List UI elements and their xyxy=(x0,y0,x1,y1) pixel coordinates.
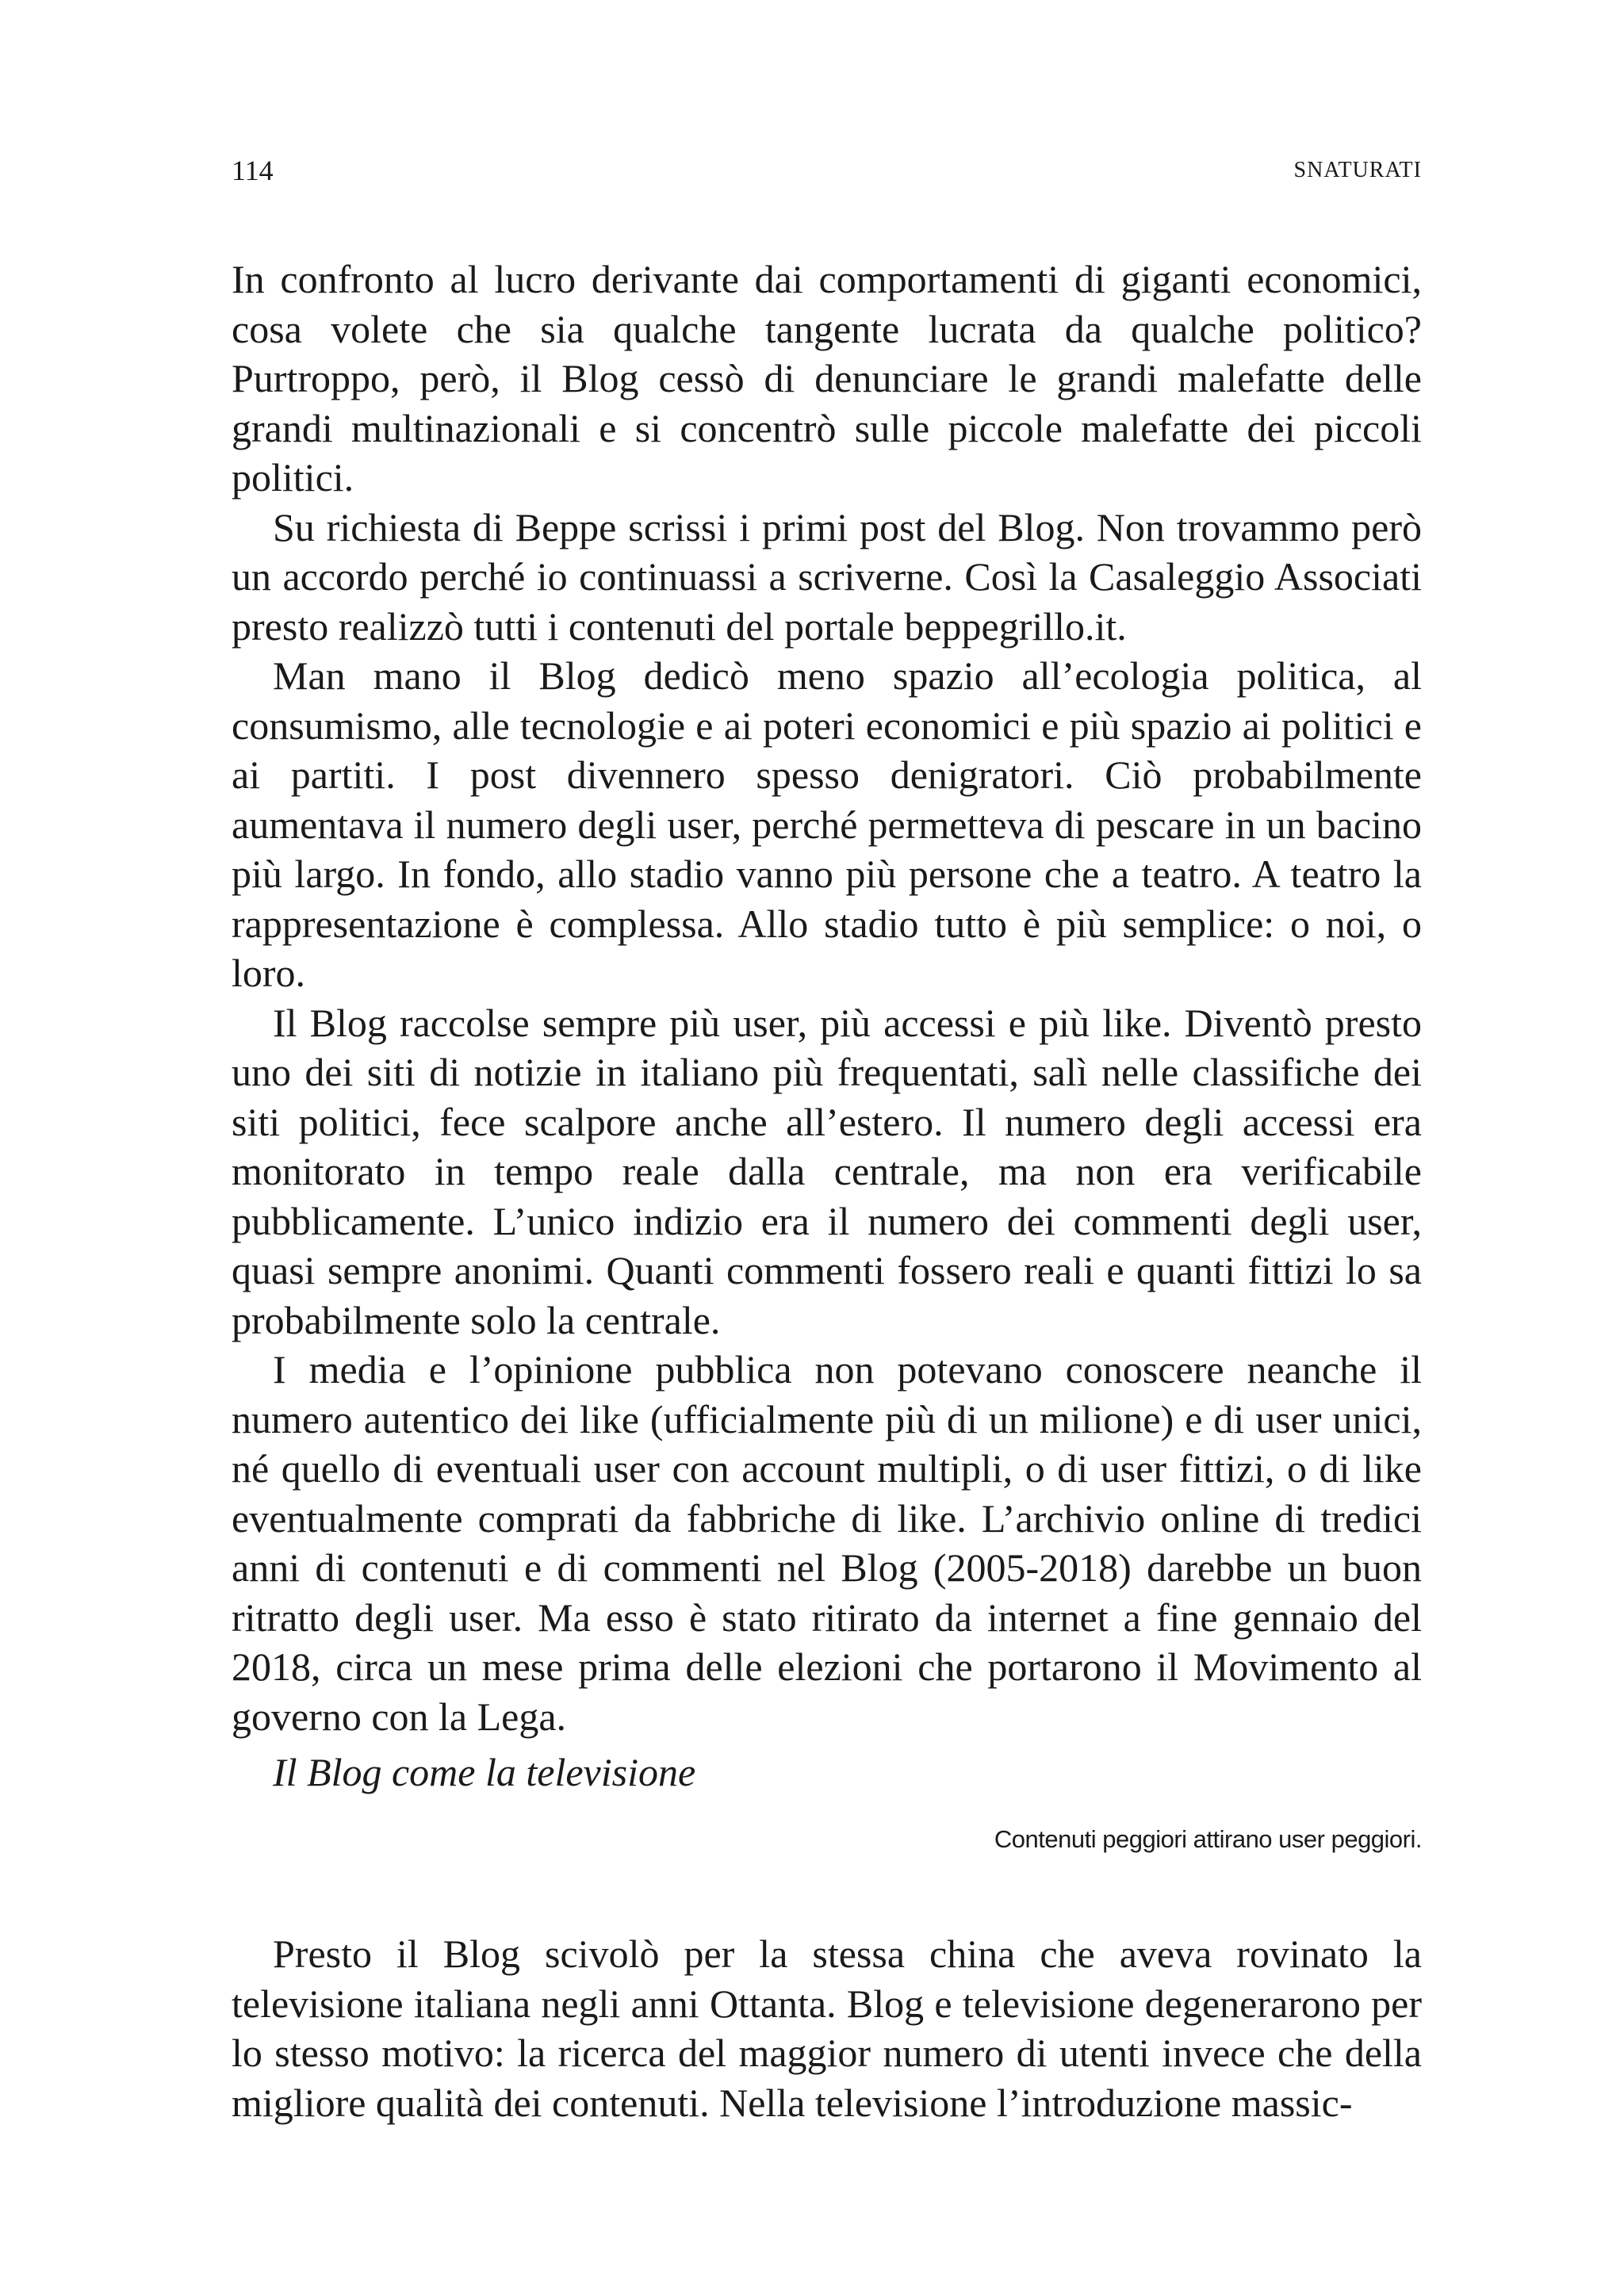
section-body-text xyxy=(232,1929,1422,2127)
paragraph: In confronto al lucro derivante dai comportamenti di giganti economici, cosa volete che sia qualche tangente lucrata da qualche politico? Purtroppo, però, il Blog cessò di denunciare le grandi malefatte delle grandi multinazionali e si concentrò sulle piccole malefatte dei piccoli politici. xyxy=(232,257,1422,500)
paragraph: Il Blog raccolse sempre più user, più accessi e più like. Diventò presto uno dei siti di notizie in italiano più frequentati, salì nelle classifiche dei siti politici, fece scalpore anche all’estero. Il numero degli accessi era monitorato in tempo reale dalla centrale, ma non era verificabile pubblicamente. L’unico indizio era il numero dei commenti degli user, quasi sempre anonimi. Quanti commenti fossero reali e quanti fittizi lo sa probabilmente solo la centrale. xyxy=(232,1000,1422,1342)
paragraph: Su richiesta di Beppe scrissi i primi post del Blog. Non trovammo però un accordo perché io continuassi a scriverne. Così la Casaleggio Associati presto realizzò tutti i contenuti del portale beppegrillo.it. xyxy=(232,504,1422,649)
paragraph: I media e l’opinione pubblica non potevano conoscere neanche il numero autentico dei like (ufficialmente più di un milione) e di user unici, né quello di eventuali user con account multipli, o di user fittizi, o di like eventualmente comprati da fabbriche di like. L’archivio online di tredici anni di contenuti e di commenti nel Blog (2005-2018) darebbe un buon ritratto degli user. Ma esso è stato ritirato da internet a fine gennaio del 2018, circa un mese prima delle elezioni che portarono il Movimento al governo con la Lega. xyxy=(232,1347,1422,1739)
running-title: SNATURATI xyxy=(1293,158,1422,182)
epigraph: Contenuti peggiori attirano user peggiori. xyxy=(994,1825,1422,1853)
paragraph: Presto il Blog scivolò per la stessa china che aveva rovinato la televisione italiana negli anni Ottanta. Blog e televisione degenerarono per lo stesso motivo: la ricerca del maggior numero di utenti invece che della migliore qualità dei contenuti. Nella televisione l’introduzione massic- xyxy=(232,1931,1422,2125)
page-number: 114 xyxy=(232,155,274,186)
running-head xyxy=(232,151,1422,190)
body-text xyxy=(232,255,1422,1741)
paragraph: Man mano il Blog dedicò meno spazio all’ecologia politica, al consumismo, alle tecnologie e ai poteri economici e più spazio ai politici e ai partiti. I post divennero spesso denigratori. Ciò probabilmente aumentava il numero degli user, perché permetteva di pescare in un bacino più largo. In fondo, allo stadio vanno più persone che a teatro. A teatro la rappresentazione è complessa. Allo stadio tutto è più semplice: o noi, o loro. xyxy=(232,653,1422,995)
section-title: Il Blog come la televisione xyxy=(273,1750,696,1794)
